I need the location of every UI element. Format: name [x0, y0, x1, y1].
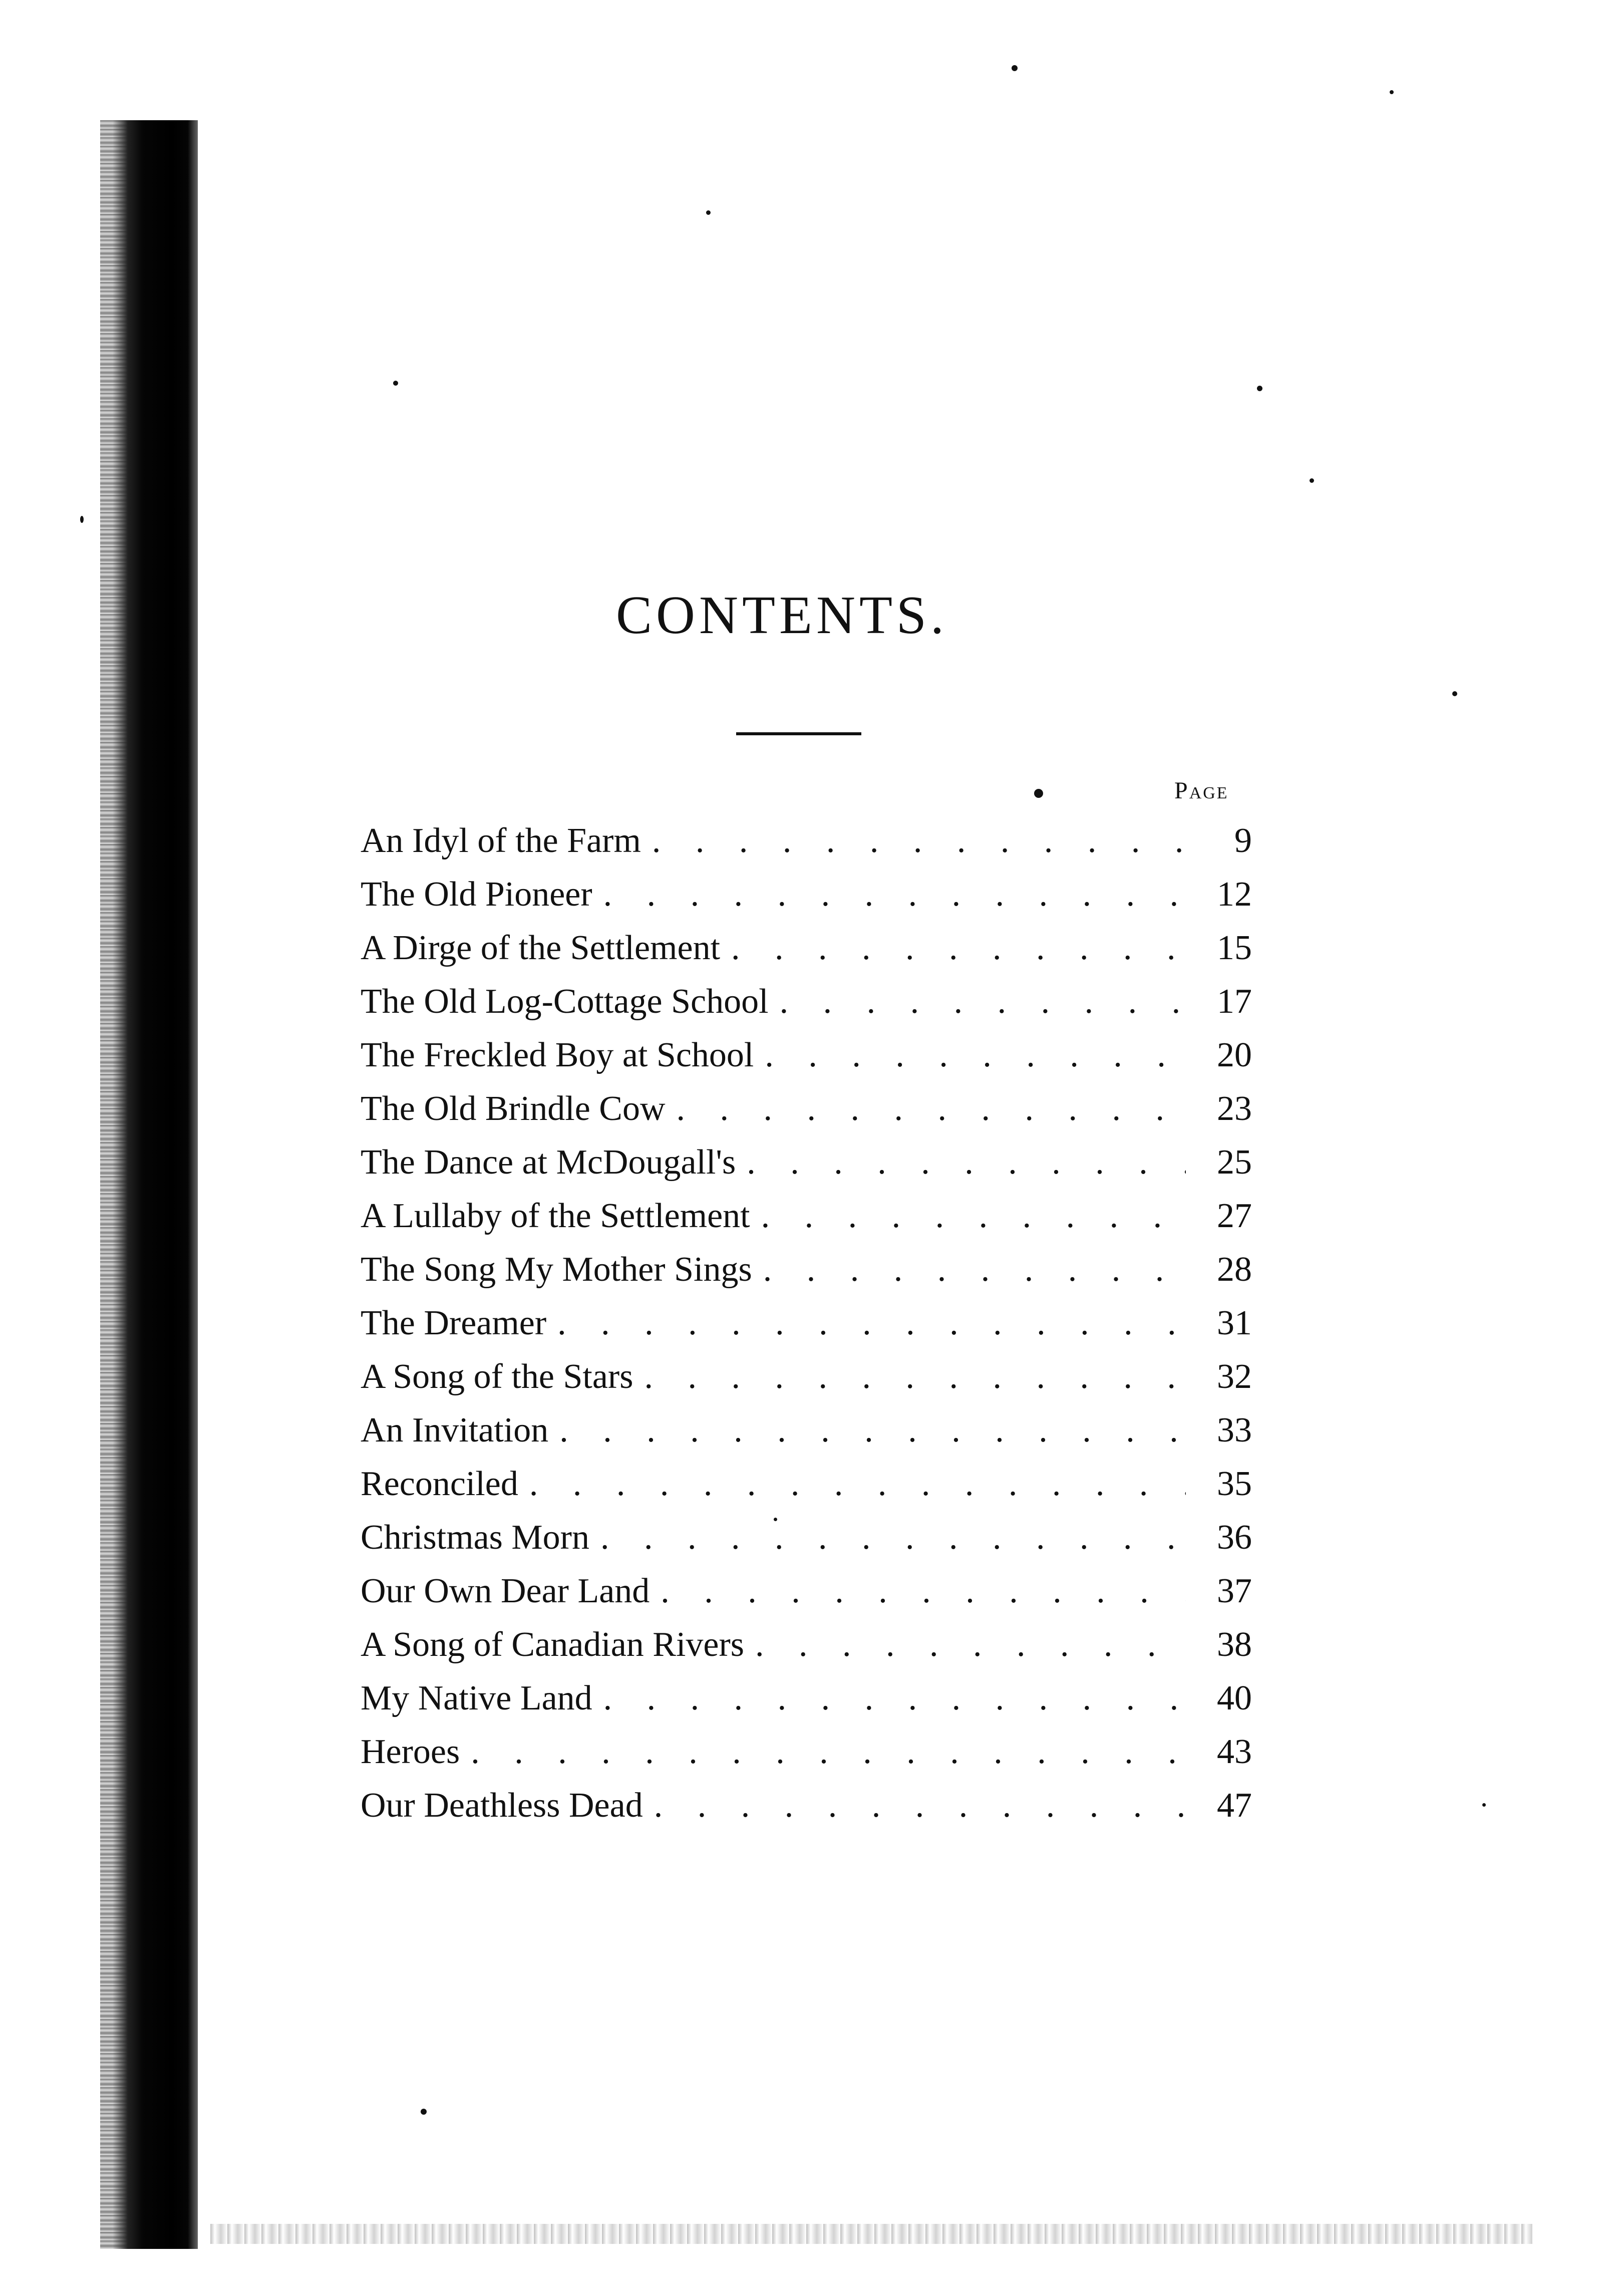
dot-leader [677, 1082, 1186, 1135]
dot-leader [761, 1189, 1186, 1243]
table-of-contents [361, 814, 1252, 1832]
dot-leader [765, 1028, 1186, 1082]
toc-entry [361, 1028, 1252, 1082]
dot-leader [755, 1618, 1186, 1671]
toc-entry [361, 1243, 1252, 1296]
toc-entry-page: 9 [1234, 821, 1252, 860]
dot-leader [652, 814, 1186, 868]
toc-entry-title: My Native Land [361, 1679, 592, 1717]
contents-heading: CONTENTS. [616, 586, 948, 645]
toc-entry-page: 23 [1217, 1089, 1252, 1128]
dot-leader [471, 1725, 1186, 1779]
toc-entry [361, 1296, 1252, 1350]
toc-entry [361, 921, 1252, 975]
toc-entry-page: 31 [1217, 1304, 1252, 1342]
page-column-header: Page [1174, 777, 1229, 804]
toc-entry-page: 37 [1217, 1572, 1252, 1610]
toc-entry-title: A Lullaby of the Settlement [361, 1197, 750, 1235]
toc-entry-title: Reconciled [361, 1465, 518, 1503]
toc-entry-title: Christmas Morn [361, 1518, 589, 1557]
toc-entry-page: 20 [1217, 1036, 1252, 1074]
toc-entry-page: 33 [1217, 1411, 1252, 1450]
toc-entry-page: 36 [1217, 1518, 1252, 1557]
dot-leader [780, 975, 1186, 1028]
toc-entry [361, 814, 1252, 868]
toc-entry-title: The Old Brindle Cow [361, 1089, 666, 1128]
dot-leader [600, 1511, 1186, 1564]
toc-entry-page: 28 [1217, 1250, 1252, 1289]
dot-leader [559, 1403, 1186, 1457]
toc-entry-title: The Freckled Boy at School [361, 1036, 754, 1074]
toc-entry [361, 1725, 1252, 1779]
toc-entry-page: 40 [1217, 1679, 1252, 1717]
toc-entry-title: An Idyl of the Farm [361, 821, 641, 860]
toc-entry [361, 1403, 1252, 1457]
dot-leader [529, 1457, 1186, 1511]
toc-entry [361, 1189, 1252, 1243]
toc-entry-title: Our Deathless Dead [361, 1786, 643, 1825]
toc-entry-page: 12 [1217, 875, 1252, 914]
dot-leader [654, 1779, 1186, 1832]
dot-leader [661, 1564, 1186, 1618]
toc-entry [361, 1082, 1252, 1135]
heading-rule [736, 732, 861, 735]
toc-entry-title: Heroes [361, 1733, 460, 1771]
toc-entry [361, 975, 1252, 1028]
toc-entry [361, 1618, 1252, 1671]
toc-entry-title: The Dance at McDougall's [361, 1143, 736, 1182]
toc-entry-title: Our Own Dear Land [361, 1572, 650, 1610]
scan-smudge [210, 2224, 1532, 2244]
toc-entry-page: 17 [1217, 982, 1252, 1021]
dot-leader [557, 1296, 1186, 1350]
toc-entry [361, 1457, 1252, 1511]
toc-entry [361, 1511, 1252, 1564]
toc-entry-page: 32 [1217, 1357, 1252, 1396]
toc-entry-title: The Song My Mother Sings [361, 1250, 752, 1289]
dot-leader [731, 921, 1186, 975]
dot-leader [747, 1135, 1186, 1189]
toc-entry-page: 25 [1217, 1143, 1252, 1182]
toc-entry [361, 1779, 1252, 1832]
toc-entry [361, 868, 1252, 921]
toc-entry-page: 35 [1217, 1465, 1252, 1503]
toc-entry [361, 1350, 1252, 1403]
toc-entry-page: 15 [1217, 929, 1252, 967]
toc-entry-title: The Dreamer [361, 1304, 547, 1342]
toc-entry-title: The Old Pioneer [361, 875, 592, 914]
toc-entry-page: 43 [1217, 1733, 1252, 1771]
toc-entry-page: 38 [1217, 1625, 1252, 1664]
dot-leader [763, 1243, 1186, 1296]
binding-edge [113, 120, 198, 2249]
toc-entry-page: 47 [1217, 1786, 1252, 1825]
toc-entry-title: An Invitation [361, 1411, 549, 1450]
toc-entry-page: 27 [1217, 1197, 1252, 1235]
toc-entry-title: The Old Log-Cottage School [361, 982, 769, 1021]
toc-entry [361, 1671, 1252, 1725]
toc-entry [361, 1135, 1252, 1189]
toc-entry-title: A Song of Canadian Rivers [361, 1625, 745, 1664]
dot-leader [644, 1350, 1186, 1403]
dot-leader [603, 1671, 1186, 1725]
toc-entry [361, 1564, 1252, 1618]
toc-entry-title: A Song of the Stars [361, 1357, 633, 1396]
toc-entry-title: A Dirge of the Settlement [361, 929, 721, 967]
dot-leader [603, 868, 1186, 921]
